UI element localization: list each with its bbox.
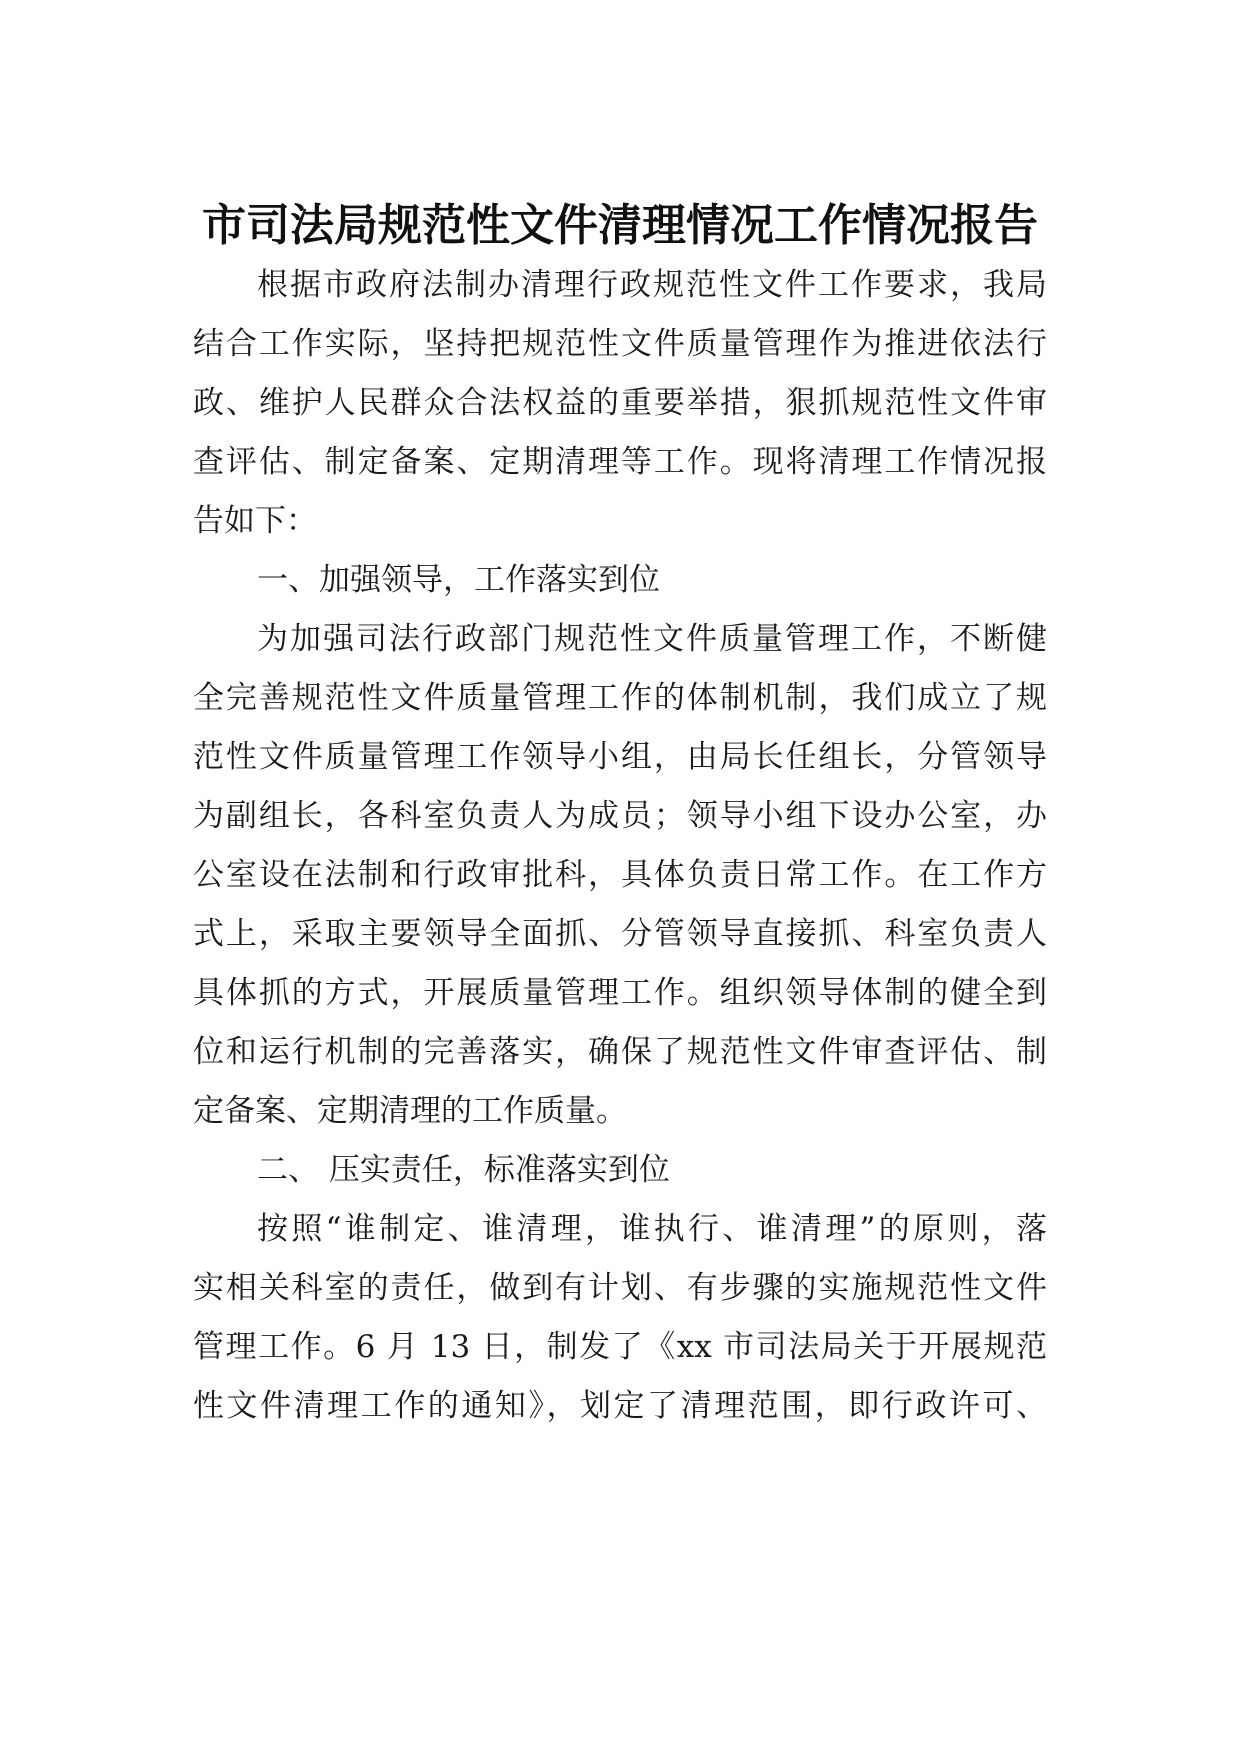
paragraph-line: 定备案、定期清理的工作质量。	[193, 1093, 627, 1129]
paragraph-line: 告如下：	[193, 503, 317, 539]
paragraph-line: 全完善规范性文件质量管理工作的体制机制，我们成立了规	[193, 680, 1047, 716]
paragraph-line: 查评估、制定备案、定期清理等工作。现将清理工作情况报	[193, 444, 1047, 480]
paragraph-line: 公室设在法制和行政审批科，具体负责日常工作。在工作方	[193, 857, 1047, 893]
paragraph-line: 具体抓的方式，开展质量管理工作。组织领导体制的健全到	[193, 975, 1047, 1011]
paragraph-line: 为加强司法行政部门规范性文件质量管理工作，不断健	[257, 621, 1047, 657]
paragraph-line: 管理工作。6 月 13 日，制发了《xx 市司法局关于开展规范	[193, 1329, 1047, 1365]
paragraph-line: 结合工作实际，坚持把规范性文件质量管理作为推进依法行	[193, 326, 1047, 362]
paragraph-section-1	[193, 610, 1047, 1141]
paragraph-section-2	[193, 1200, 1047, 1436]
section-heading: 二、 压实责任，标准落实到位	[257, 1152, 670, 1188]
paragraph-line: 实相关科室的责任，做到有计划、有步骤的实施规范性文件	[193, 1270, 1047, 1306]
paragraph-line: 式上，采取主要领导全面抓、分管领导直接抓、科室负责人	[193, 916, 1047, 952]
paragraph-line: 范性文件质量管理工作领导小组，由局长任组长，分管领导	[193, 739, 1047, 775]
document-body	[193, 256, 1047, 1436]
paragraph-line: 位和运行机制的完善落实，确保了规范性文件审查评估、制	[193, 1034, 1047, 1070]
paragraph-line: 按照“谁制定、谁清理，谁执行、谁清理”的原则，落	[257, 1211, 1047, 1247]
section-heading-2	[193, 1141, 1047, 1200]
section-heading: 一、加强领导，工作落实到位	[257, 562, 660, 598]
paragraph-line: 政、维护人民群众合法权益的重要举措，狠抓规范性文件审	[193, 385, 1047, 421]
paragraph-intro	[193, 256, 1047, 551]
paragraph-line: 为副组长，各科室负责人为成员；领导小组下设办公室，办	[193, 798, 1047, 834]
paragraph-line: 根据市政府法制办清理行政规范性文件工作要求，我局	[257, 267, 1047, 303]
section-heading-1	[193, 551, 1047, 610]
paragraph-line: 性文件清理工作的通知》，划定了清理范围，即行政许可、	[193, 1388, 1047, 1424]
document-title: 市司法局规范性文件清理情况工作情况报告	[202, 200, 1038, 251]
